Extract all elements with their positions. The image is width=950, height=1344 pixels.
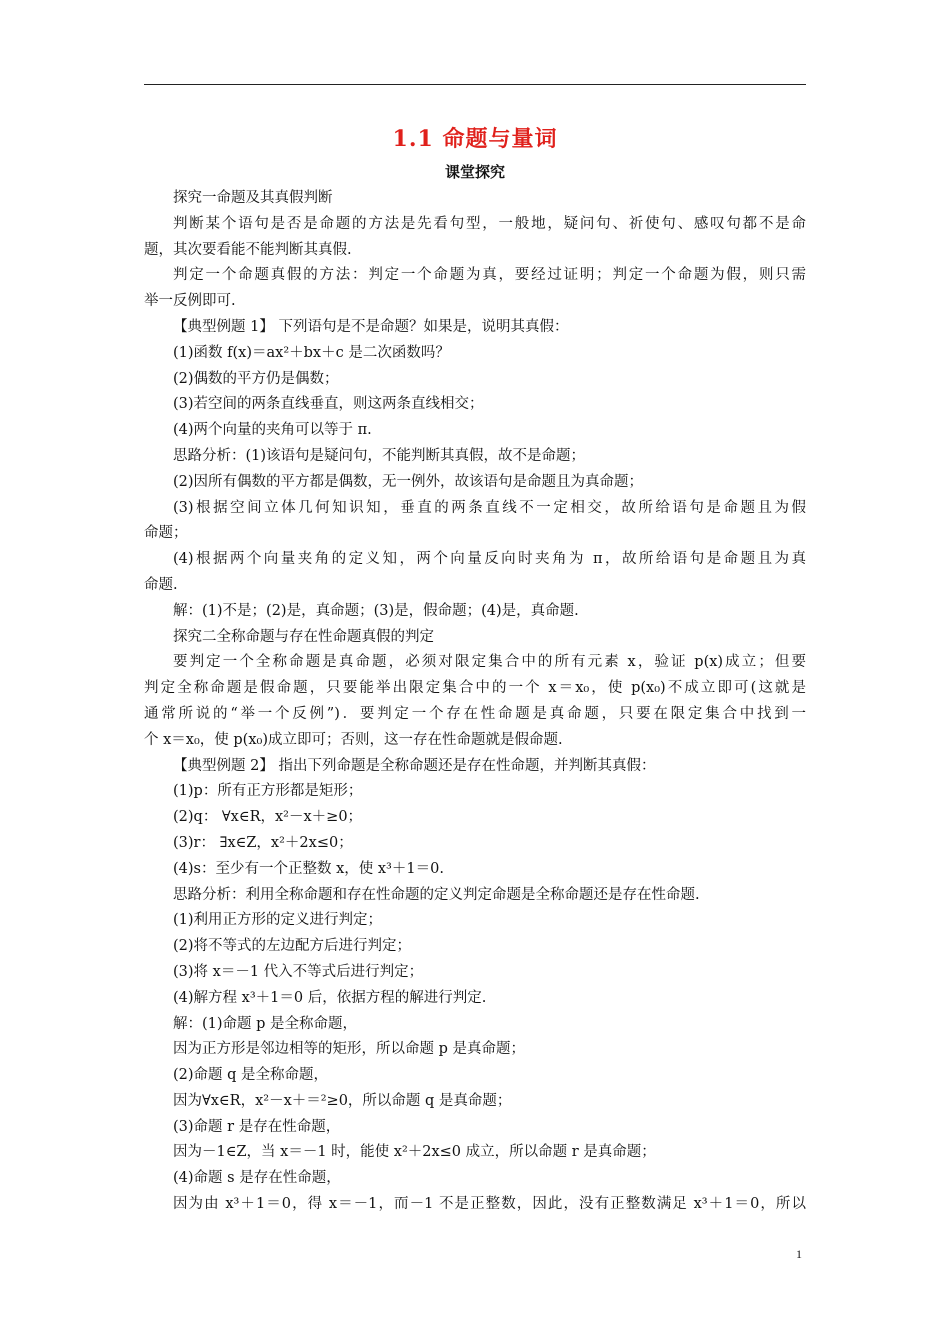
text-line: 思路分析：(1)该语句是疑问句，不能判断其真假，故不是命题； [173,447,586,464]
text-line: (2)q： ∀x∈R，x²－x＋≥0； [173,809,363,826]
text-line: (1)利用正方形的定义进行判定； [173,912,383,929]
header-rule [144,84,806,85]
text-line: 【典型例题 1】 下列语句是不是命题？如果是，说明其真假： [173,318,569,335]
text-line: (2)将不等式的左边配方后进行判定； [173,938,412,955]
page-number: 1 [796,1247,802,1261]
text-line: 个 x＝x₀，使 p(x₀)成立即可；否则，这一存在性命题就是假命题. [144,731,563,748]
text-line: 通常所说的“举一个反例”)．要判定一个存在性命题是真命题，只要在限定集合中找到一 [144,705,806,722]
text-line: 命题. [144,576,178,593]
text-line: 要判定一个全称命题是真命题，必须对限定集合中的所有元素 x，验证 p(x)成立；但要 [173,654,806,671]
text-line: (4)解方程 x³＋1＝0 后，依据方程的解进行判定. [173,989,487,1006]
section-subtitle: 课堂探究 [444,163,505,181]
text-line: (1)p：所有正方形都是矩形； [173,783,363,800]
text-line: (3)根据空间立体几何知识知，垂直的两条直线不一定相交，故所给语句是命题且为假 [173,499,806,516]
text-line: (3)若空间的两条直线垂直，则这两条直线相交； [173,396,484,413]
text-line: 题，其次要看能不能判断其真假. [144,241,352,258]
text-line: 解：(1)命题 p 是全称命题， [173,1015,358,1032]
text-line: (2)因所有偶数的平方都是偶数，无一例外，故该语句是命题且为真命题； [173,473,644,490]
text-line: 探究二全称命题与存在性命题真假的判定 [173,628,434,645]
text-line: 因为－1∈Z，当 x＝－1 时，能使 x²＋2x≤0 成立，所以命题 r 是真命题； [173,1144,656,1161]
text-line: (4)根据两个向量夹角的定义知，两个向量反向时夹角为 π，故所给语句是命题且为真 [173,551,806,568]
text-line: (4)命题 s 是存在性命题， [173,1170,341,1187]
body-text [144,186,806,1218]
text-line: (2)命题 q 是全称命题， [173,1067,329,1084]
text-line: 解：(1)不是；(2)是，真命题；(3)是，假命题；(4)是，真命题. [173,602,579,619]
text-line: (2)偶数的平方仍是偶数； [173,370,339,387]
text-line: (3)r： ∃x∈Z，x²＋2x≤0； [173,834,353,851]
text-line: 判定全称命题是假命题，只要能举出限定集合中的一个 x＝x₀，使 p(x₀)不成立即可(这就是 [144,680,806,697]
text-line: 【典型例题 2】 指出下列命题是全称命题还是存在性命题，并判断其真假： [173,757,656,774]
text-line: 因为∀x∈R，x²－x＋＝²≥0，所以命题 q 是真命题； [173,1092,512,1109]
text-line: 命题； [144,525,188,542]
text-line: 因为正方形是邻边相等的矩形，所以命题 p 是真命题； [173,1041,525,1058]
text-line: 思路分析：利用全称命题和存在性命题的定义判定命题是全称命题还是存在性命题. [173,886,700,903]
page-title: 1.1 命题与量词 [392,126,558,152]
text-line: 判断某个语句是否是命题的方法是先看句型，一般地，疑问句、祈使句、感叹句都不是命 [173,215,806,232]
text-line: 因为由 x³＋1＝0，得 x＝－1，而－1 不是正整数，因此，没有正整数满足 x³＋1＝0，所以 [173,1196,806,1213]
text-line: 举一反例即可. [144,293,236,310]
text-line: (1)函数 f(x)＝ax²＋bx＋c 是二次函数吗？ [173,344,450,361]
text-line: (4)s：至少有一个正整数 x，使 x³＋1＝0. [173,860,444,877]
text-line: (4)两个向量的夹角可以等于 π. [173,422,372,439]
text-line: 探究一命题及其真假判断 [173,190,333,206]
text-line: (3)命题 r 是存在性命题， [173,1118,341,1135]
text-line: 判定一个命题真假的方法：判定一个命题为真，要经过证明；判定一个命题为假，则只需 [173,267,806,284]
text-line: (3)将 x＝－1 代入不等式后进行判定； [173,963,424,980]
